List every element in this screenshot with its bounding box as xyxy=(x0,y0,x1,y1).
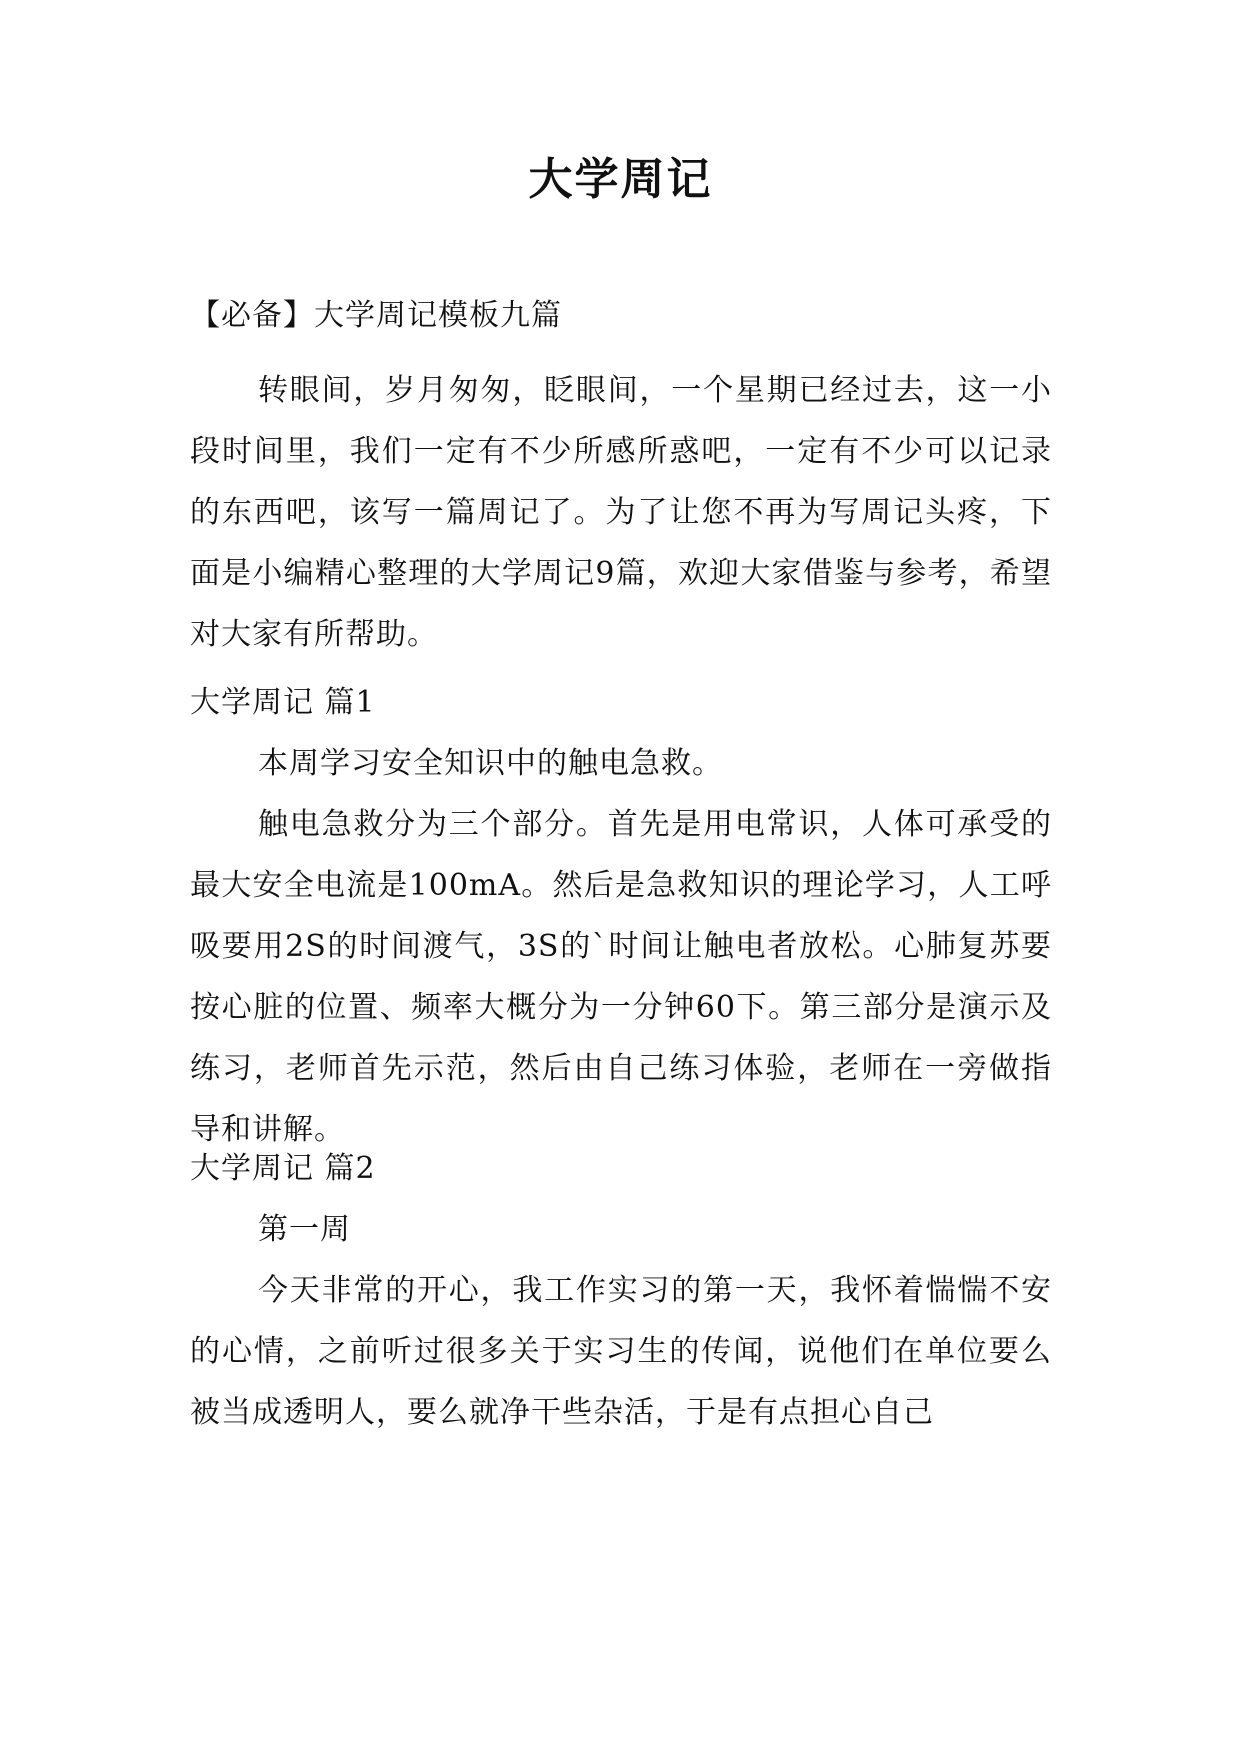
section-paragraph: 本周学习安全知识中的触电急救。 xyxy=(258,746,723,781)
document-title: 大学周记 xyxy=(528,154,713,205)
section-2 xyxy=(190,1138,1052,1443)
document-subtitle: 【必备】大学周记模板九篇 xyxy=(190,298,562,333)
section-paragraph: 第一周 xyxy=(258,1212,351,1247)
section-heading: 大学周记 篇2 xyxy=(190,1151,376,1186)
section-1 xyxy=(190,672,1052,1160)
section-paragraph: 今天非常的开心，我工作实习的第一天，我怀着惴惴不安的心情，之前听过很多关于实习生的传闻，说他们在单位要么被当成透明人，要么就净干些杂活，于是有点担心自己 xyxy=(190,1273,1052,1430)
section-heading: 大学周记 篇1 xyxy=(190,685,376,720)
section-paragraph: 触电急救分为三个部分。首先是用电常识，人体可承受的最大安全电流是100mA。然后是急救知识的理论学习，人工呼吸要用2S的时间渡气，3S的`时间让触电者放松。心肺复苏要按心脏的位置、频率大概分为一分钟60下。第三部分是演示及练习，老师首先示范，然后由自己练习体验，老师在一旁做指导和讲解。 xyxy=(190,807,1052,1147)
intro-paragraph: 转眼间，岁月匆匆，眨眼间，一个星期已经过去，这一小段时间里，我们一定有不少所感所惑吧，一定有不少可以记录的东西吧，该写一篇周记了。为了让您不再为写周记头疼，下面是小编精心整理的大学周记9篇，欢迎大家借鉴与参考，希望对大家有所帮助。 xyxy=(190,373,1052,652)
intro-block xyxy=(190,360,1052,665)
